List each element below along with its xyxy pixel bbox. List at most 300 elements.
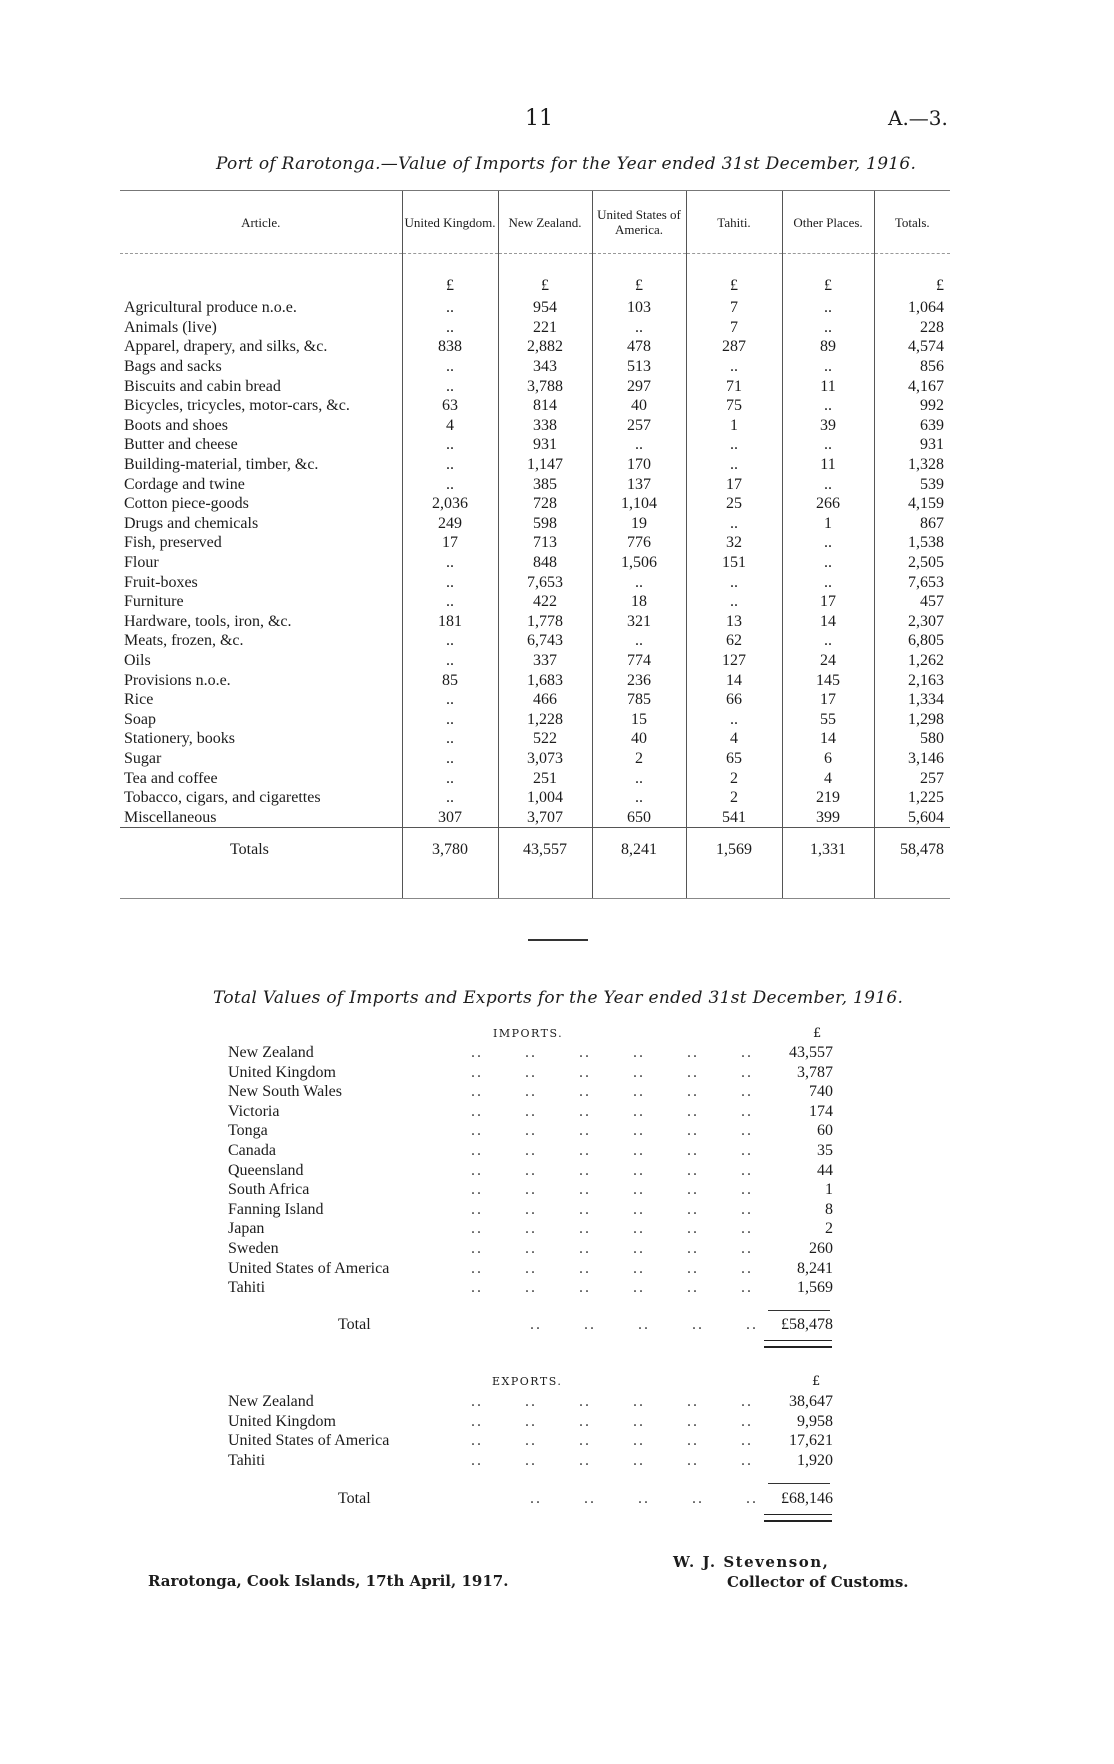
cell-value: ..	[782, 474, 874, 494]
cell-value: ..	[782, 533, 874, 553]
dot-leader: .. .. .. .. .. ..	[471, 1259, 753, 1277]
unit-cell: £	[592, 254, 686, 299]
table-row	[120, 416, 950, 436]
table-row	[120, 396, 950, 416]
cell-value: ..	[402, 474, 498, 494]
cell-value: 2,036	[402, 494, 498, 514]
cell-value: 103	[592, 298, 686, 318]
article-name: Meats, frozen, &c.	[124, 632, 244, 650]
article-name: Fruit-boxes	[124, 573, 198, 591]
cell-value: 774	[592, 651, 686, 671]
cell-value: 181	[402, 612, 498, 632]
exports-list	[228, 1392, 833, 1470]
imports-row	[228, 1219, 833, 1239]
cell-value: ..	[402, 318, 498, 338]
cell-value: 75	[686, 396, 782, 416]
cell-value: 2,882	[498, 337, 592, 357]
cell-value: 1	[782, 514, 874, 534]
cell-value: 221	[498, 318, 592, 338]
country-value: 8	[825, 1200, 833, 1218]
cell-value: ..	[402, 298, 498, 318]
imports-unit: £	[813, 1026, 822, 1041]
country-value: 3,787	[797, 1063, 833, 1081]
cell-value: 17	[782, 592, 874, 612]
cell-value: 6	[782, 749, 874, 769]
exports-total-row	[228, 1490, 833, 1510]
country-name: Japan	[228, 1220, 265, 1238]
cell-value: 4	[402, 416, 498, 436]
cell-value: 513	[592, 357, 686, 377]
cell-value: 4	[782, 768, 874, 788]
table-row	[120, 807, 950, 827]
exports-total-leader: .. .. .. .. ..	[530, 1490, 758, 1507]
spacer-cell	[120, 870, 402, 899]
dot-leader: .. .. .. .. .. ..	[471, 1083, 753, 1101]
cell-value: 399	[782, 807, 874, 827]
cell-value: 249	[402, 514, 498, 534]
article-name: Miscellaneous	[124, 808, 217, 826]
cell-value: 713	[498, 533, 592, 553]
imports-total-value: £58,478	[781, 1316, 833, 1333]
cell-value: 1,778	[498, 612, 592, 632]
exports-sum-rule	[768, 1483, 830, 1484]
imports-total-leader: .. .. .. .. ..	[530, 1316, 758, 1333]
country-value: 174	[809, 1102, 833, 1120]
cell-value: ..	[402, 690, 498, 710]
article-name: Cotton piece-goods	[124, 495, 249, 513]
table-end-row	[120, 870, 950, 899]
dot-leader: .. .. .. .. .. ..	[471, 1432, 753, 1450]
cell-value: ..	[592, 788, 686, 808]
cell-value: 32	[686, 533, 782, 553]
cell-value: 236	[592, 670, 686, 690]
cell-value: 287	[686, 337, 782, 357]
cell-value: ..	[402, 357, 498, 377]
exports-row	[228, 1451, 833, 1471]
cell-value: 145	[782, 670, 874, 690]
cell-value: 40	[592, 396, 686, 416]
imports-total-label: Total	[338, 1316, 371, 1333]
imports-heading: IMPORTS.	[493, 1027, 564, 1040]
dot-leader: .. .. .. .. .. ..	[471, 1063, 753, 1081]
row-total: 992	[874, 396, 950, 416]
cell-value: 55	[782, 709, 874, 729]
cell-value: ..	[402, 435, 498, 455]
cell-value: 422	[498, 592, 592, 612]
country-value: 9,958	[797, 1412, 833, 1430]
cell-value: 40	[592, 729, 686, 749]
column-total: 8,241	[592, 828, 686, 871]
signatory-name: W. J. Stevenson,	[673, 1553, 830, 1571]
cell-value: 7	[686, 318, 782, 338]
unit-cell	[120, 254, 402, 299]
imports-row	[228, 1102, 833, 1122]
signatory-title: Collector of Customs.	[727, 1573, 909, 1591]
cell-value: 24	[782, 651, 874, 671]
article-name: Oils	[124, 651, 151, 669]
cell-value: 1	[686, 416, 782, 436]
table-row	[120, 435, 950, 455]
table-row	[120, 318, 950, 338]
cell-value: ..	[402, 651, 498, 671]
unit-row	[120, 254, 950, 299]
cell-value: 17	[782, 690, 874, 710]
cell-value: 337	[498, 651, 592, 671]
country-name: Fanning Island	[228, 1200, 324, 1218]
dot-leader: .. .. .. .. .. ..	[471, 1141, 753, 1159]
dot-leader: .. .. .. .. .. ..	[471, 1393, 753, 1410]
article-name: Bags and sacks	[124, 358, 222, 376]
imports-list	[228, 1043, 833, 1298]
row-total: 457	[874, 592, 950, 612]
imports-row	[228, 1121, 833, 1141]
imports-row	[228, 1239, 833, 1259]
spacer-cell	[402, 870, 498, 899]
cell-value: ..	[782, 318, 874, 338]
country-name: United States of America	[228, 1259, 390, 1277]
country-value: 1,569	[797, 1279, 833, 1297]
column-header: Tahiti.	[686, 191, 782, 254]
summary-title: Total Values of Imports and Exports for the Year ended 31st December, 1916.	[213, 988, 904, 1008]
spacer-cell	[686, 870, 782, 899]
cell-value: ..	[592, 572, 686, 592]
imports-row	[228, 1161, 833, 1181]
cell-value: 1,228	[498, 709, 592, 729]
row-total: 228	[874, 318, 950, 338]
place-and-date: Rarotonga, Cook Islands, 17th April, 1917.	[148, 1572, 509, 1590]
dot-leader: .. .. .. .. .. ..	[471, 1412, 753, 1430]
cell-value: 14	[782, 729, 874, 749]
cell-value: 17	[686, 474, 782, 494]
cell-value: 65	[686, 749, 782, 769]
page-reference: A.—3.	[888, 106, 948, 130]
table-row	[120, 788, 950, 808]
imports-row	[228, 1141, 833, 1161]
cell-value: 3,073	[498, 749, 592, 769]
cell-value: 63	[402, 396, 498, 416]
country-value: 2	[825, 1220, 833, 1238]
row-total: 4,574	[874, 337, 950, 357]
imports-total-double-rule	[764, 1340, 832, 1348]
column-header: New Zealand.	[498, 191, 592, 254]
imports-row	[228, 1043, 833, 1063]
table-row	[120, 514, 950, 534]
table-row	[120, 474, 950, 494]
table-row	[120, 690, 950, 710]
cell-value: 785	[592, 690, 686, 710]
country-name: United Kingdom	[228, 1412, 336, 1430]
country-value: 38,647	[789, 1393, 833, 1410]
cell-value: 18	[592, 592, 686, 612]
country-name: Tonga	[228, 1122, 268, 1140]
article-name: Biscuits and cabin bread	[124, 377, 281, 395]
article-name: Tea and coffee	[124, 769, 218, 787]
table-row	[120, 494, 950, 514]
cell-value: 954	[498, 298, 592, 318]
dot-leader: .. .. .. .. .. ..	[471, 1200, 753, 1218]
row-total: 1,328	[874, 455, 950, 475]
cell-value: 151	[686, 553, 782, 573]
cell-value: 1,004	[498, 788, 592, 808]
country-name: Tahiti	[228, 1451, 266, 1469]
country-value: 44	[817, 1161, 833, 1179]
cell-value: ..	[686, 435, 782, 455]
column-total: 43,557	[498, 828, 592, 871]
cell-value: ..	[686, 572, 782, 592]
imports-row	[228, 1200, 833, 1220]
dot-leader: .. .. .. .. .. ..	[471, 1451, 753, 1469]
table-row	[120, 651, 950, 671]
cell-value: ..	[686, 514, 782, 534]
row-total: 2,505	[874, 553, 950, 573]
cell-value: 11	[782, 376, 874, 396]
cell-value: ..	[402, 572, 498, 592]
table-title: Port of Rarotonga.—Value of Imports for the Year ended 31st December, 1916.	[216, 154, 917, 174]
cell-value: 776	[592, 533, 686, 553]
country-value: 60	[817, 1122, 833, 1140]
cell-value: ..	[782, 572, 874, 592]
row-total: 1,334	[874, 690, 950, 710]
table-row	[120, 298, 950, 318]
table-row	[120, 631, 950, 651]
totals-label: Totals	[120, 828, 402, 871]
row-total: 2,307	[874, 612, 950, 632]
cell-value: 1,147	[498, 455, 592, 475]
column-header: United Kingdom.	[402, 191, 498, 254]
cell-value: 2	[686, 768, 782, 788]
cell-value: 728	[498, 494, 592, 514]
column-header: Other Places.	[782, 191, 874, 254]
imports-total-row	[228, 1316, 833, 1336]
unit-cell: £	[402, 254, 498, 299]
article-name: Hardware, tools, iron, &c.	[124, 612, 292, 630]
country-value: 8,241	[797, 1259, 833, 1277]
unit-cell: £	[498, 254, 592, 299]
unit-cell: £	[686, 254, 782, 299]
cell-value: ..	[686, 455, 782, 475]
imports-row	[228, 1063, 833, 1083]
cell-value: 522	[498, 729, 592, 749]
cell-value: ..	[402, 455, 498, 475]
row-total: 4,159	[874, 494, 950, 514]
table-row	[120, 553, 950, 573]
cell-value: ..	[402, 592, 498, 612]
cell-value: ..	[686, 709, 782, 729]
exports-row	[228, 1412, 833, 1432]
unit-cell: £	[874, 254, 950, 299]
country-name: Victoria	[228, 1102, 280, 1120]
cell-value: ..	[686, 592, 782, 612]
row-total: 1,298	[874, 709, 950, 729]
cell-value: 39	[782, 416, 874, 436]
imports-row	[228, 1082, 833, 1102]
column-header: Article.	[120, 191, 402, 254]
row-total: 5,604	[874, 807, 950, 827]
cell-value: 4	[686, 729, 782, 749]
dot-leader: .. .. .. .. .. ..	[471, 1239, 753, 1257]
cell-value: 89	[782, 337, 874, 357]
country-value: 35	[817, 1141, 833, 1159]
row-total: 6,805	[874, 631, 950, 651]
country-value: 1	[825, 1181, 833, 1199]
cell-value: 170	[592, 455, 686, 475]
country-value: 740	[809, 1083, 833, 1101]
cell-value: 297	[592, 376, 686, 396]
table-row	[120, 357, 950, 377]
page-number: 11	[525, 106, 553, 131]
country-name: Sweden	[228, 1239, 279, 1257]
cell-value: 127	[686, 651, 782, 671]
section-divider	[528, 939, 588, 941]
cell-value: 6,743	[498, 631, 592, 651]
cell-value: ..	[686, 357, 782, 377]
cell-value: 848	[498, 553, 592, 573]
country-name: Queensland	[228, 1161, 304, 1179]
country-value: 260	[809, 1239, 833, 1257]
row-total: 4,167	[874, 376, 950, 396]
row-total: 257	[874, 768, 950, 788]
dot-leader: .. .. .. .. .. ..	[471, 1102, 753, 1120]
cell-value: 14	[782, 612, 874, 632]
cell-value: 2	[592, 749, 686, 769]
cell-value: 385	[498, 474, 592, 494]
totals-row	[120, 828, 950, 871]
table-row	[120, 337, 950, 357]
exports-row	[228, 1392, 833, 1412]
column-total: 1,331	[782, 828, 874, 871]
table-row	[120, 729, 950, 749]
table-row	[120, 455, 950, 475]
exports-total-label: Total	[338, 1490, 371, 1507]
cell-value: 1,506	[592, 553, 686, 573]
article-name: Apparel, drapery, and silks, &c.	[124, 338, 328, 356]
article-name: Fish, preserved	[124, 534, 222, 552]
exports-row	[228, 1431, 833, 1451]
row-total: 1,225	[874, 788, 950, 808]
cell-value: ..	[592, 435, 686, 455]
cell-value: 1,104	[592, 494, 686, 514]
dot-leader: .. .. .. .. .. ..	[471, 1181, 753, 1199]
country-value: 1,920	[797, 1451, 833, 1469]
cell-value: ..	[782, 631, 874, 651]
column-total: 3,780	[402, 828, 498, 871]
unit-cell: £	[782, 254, 874, 299]
cell-value: ..	[592, 768, 686, 788]
spacer-cell	[782, 870, 874, 899]
cell-value: 62	[686, 631, 782, 651]
cell-value: 257	[592, 416, 686, 436]
article-name: Bicycles, tricycles, motor-cars, &c.	[124, 397, 350, 415]
cell-value: 17	[402, 533, 498, 553]
cell-value: ..	[782, 298, 874, 318]
imports-row	[228, 1278, 833, 1298]
cell-value: 71	[686, 376, 782, 396]
table-row	[120, 768, 950, 788]
table-row	[120, 376, 950, 396]
country-name: Canada	[228, 1141, 276, 1159]
column-header: Totals.	[874, 191, 950, 254]
article-name: Agricultural produce n.o.e.	[124, 299, 297, 317]
cell-value: 266	[782, 494, 874, 514]
cell-value: ..	[402, 729, 498, 749]
cell-value: 85	[402, 670, 498, 690]
country-value: 17,621	[789, 1432, 833, 1450]
exports-unit: £	[812, 1374, 821, 1389]
article-name: Drugs and chemicals	[124, 514, 259, 532]
country-value: 43,557	[789, 1044, 833, 1061]
country-name: United Kingdom	[228, 1063, 336, 1081]
cell-value: ..	[782, 435, 874, 455]
country-name: New Zealand	[228, 1044, 314, 1061]
country-name: New South Wales	[228, 1083, 342, 1101]
grand-total: 58,478	[874, 828, 950, 871]
country-name: United States of America	[228, 1432, 390, 1450]
article-name: Butter and cheese	[124, 436, 238, 454]
cell-value: 219	[782, 788, 874, 808]
row-total: 1,064	[874, 298, 950, 318]
exports-heading: EXPORTS.	[492, 1375, 563, 1388]
table-row	[120, 572, 950, 592]
spacer-cell	[498, 870, 592, 899]
row-total: 539	[874, 474, 950, 494]
cell-value: 1,683	[498, 670, 592, 690]
article-name: Tobacco, cigars, and cigarettes	[124, 789, 321, 807]
dot-leader: .. .. .. .. .. ..	[471, 1122, 753, 1140]
article-name: Furniture	[124, 593, 184, 611]
cell-value: ..	[402, 788, 498, 808]
cell-value: 338	[498, 416, 592, 436]
dot-leader: .. .. .. .. .. ..	[471, 1279, 753, 1297]
dot-leader: .. .. .. .. .. ..	[471, 1044, 753, 1061]
cell-value: ..	[402, 768, 498, 788]
article-name: Cordage and twine	[124, 475, 245, 493]
row-total: 931	[874, 435, 950, 455]
cell-value: 466	[498, 690, 592, 710]
article-name: Flour	[124, 554, 159, 572]
article-name: Stationery, books	[124, 730, 235, 748]
table-row	[120, 592, 950, 612]
cell-value: ..	[782, 553, 874, 573]
row-total: 639	[874, 416, 950, 436]
cell-value: 814	[498, 396, 592, 416]
row-total: 1,262	[874, 651, 950, 671]
cell-value: ..	[592, 631, 686, 651]
cell-value: ..	[402, 553, 498, 573]
cell-value: 343	[498, 357, 592, 377]
cell-value: 838	[402, 337, 498, 357]
cell-value: 14	[686, 670, 782, 690]
imports-row	[228, 1259, 833, 1279]
country-name: Tahiti	[228, 1279, 266, 1297]
cell-value: 19	[592, 514, 686, 534]
table-header-row	[120, 191, 950, 254]
exports-total-double-rule	[764, 1514, 832, 1522]
cell-value: ..	[402, 631, 498, 651]
cell-value: 3,707	[498, 807, 592, 827]
row-total: 7,653	[874, 572, 950, 592]
article-name: Animals (live)	[124, 318, 217, 336]
row-total: 3,146	[874, 749, 950, 769]
table-row	[120, 749, 950, 769]
cell-value: ..	[782, 396, 874, 416]
cell-value: 11	[782, 455, 874, 475]
cell-value: 251	[498, 768, 592, 788]
cell-value: ..	[402, 749, 498, 769]
exports-total-value: £68,146	[781, 1490, 833, 1507]
cell-value: ..	[402, 709, 498, 729]
cell-value: 541	[686, 807, 782, 827]
spacer-cell	[592, 870, 686, 899]
